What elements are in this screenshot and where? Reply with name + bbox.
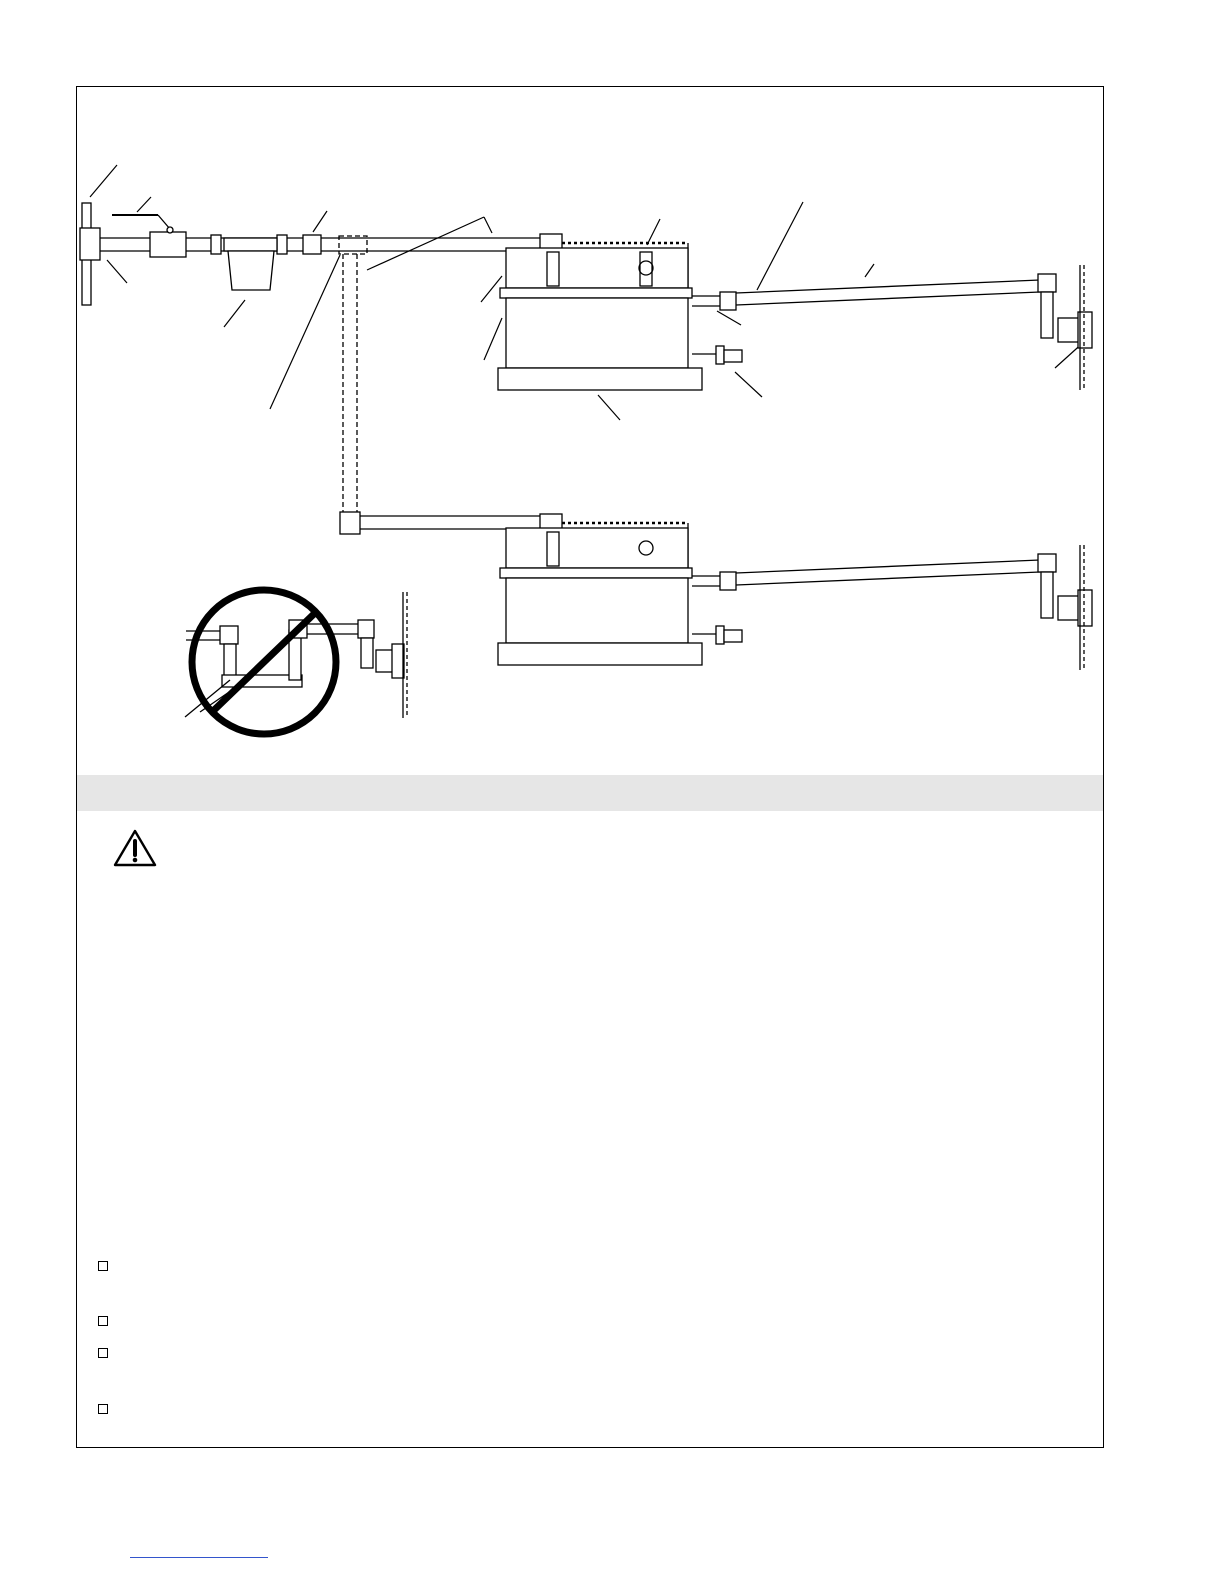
checkbox-icon[interactable]	[98, 1261, 108, 1271]
upper-steam-line	[736, 274, 1092, 348]
strainer-cup	[224, 238, 277, 290]
warning-triangle-icon	[112, 828, 158, 868]
dashed-riser	[339, 236, 367, 512]
section-band	[77, 775, 1103, 811]
prohibited-icon	[192, 590, 336, 734]
lower-steam-line	[736, 554, 1092, 626]
footer-rule	[130, 1557, 268, 1558]
supply-pipe	[80, 203, 540, 305]
checkbox-icon[interactable]	[98, 1316, 108, 1326]
shutoff-valve-handle	[112, 215, 173, 233]
upper-generator	[498, 243, 742, 390]
piping-diagram	[0, 0, 1224, 780]
lower-generator	[498, 523, 742, 665]
checkbox-icon[interactable]	[98, 1348, 108, 1358]
checkbox-icon[interactable]	[98, 1404, 108, 1414]
